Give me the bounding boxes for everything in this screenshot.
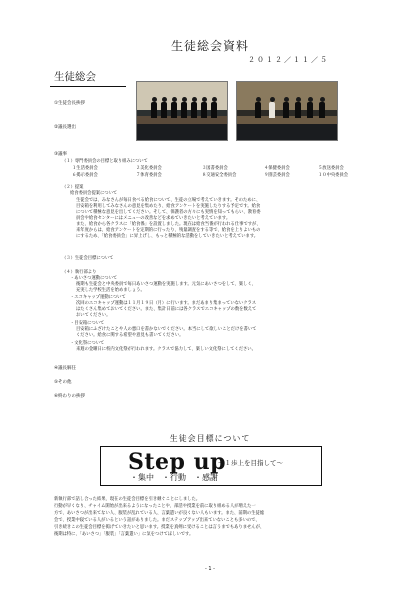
proposal-line: 生徒会では、みなさんが毎日食べる給食について、生徒の立場で考えていきます。そのために、 — [76, 198, 261, 203]
bullet-title: ・あいさつ運動について — [70, 276, 118, 281]
bullet-line: ください。給食に関する希望や意見も書いてください。 — [76, 333, 184, 338]
bullet-line: 次回のエコキャップ運動は１１月１９日（月）に行います。まだあまり集まっていないクラス — [76, 301, 256, 306]
bullet-line: おいてください。 — [76, 313, 111, 318]
proposal-line: 目安箱を利用してみなさんの意見を集めたり、給食アンケートを実施したりする予定です。給食 — [76, 204, 261, 209]
agenda-item-3: ③議事 — [54, 152, 68, 157]
committee-4: ４保健委員会 — [264, 166, 290, 171]
committee-3: ３図書委員会 — [202, 166, 228, 171]
proposal-line: 員会や給食センターにはメニューの改善などを求めていきたいと考えています。 — [76, 216, 231, 221]
proposal-line: について積極な意見を出してください。そして、保護者の方々にも実情を知ってもらい、教育委 — [76, 210, 261, 215]
closing-line: 引き続きこの生徒会目標を掲げていきたいと思います。授業を真剣に受けることは言うまでもありませんが、 — [54, 525, 265, 530]
agenda-item-5: ⑤その他 — [54, 380, 72, 385]
goal-values: ・集中 ・行動 ・感謝 — [130, 473, 218, 482]
closing-line: 行動が早くなり、チャイム開始が出来るようになったことや、部活や授業を前に取り組める人が増えた一 — [54, 504, 256, 509]
section3-heading: （３）生徒会目標について — [62, 256, 114, 261]
bullet-line: 来週の金曜日に校内文化祭が行われます。クラスで協力して、楽しい文化祭にしてください。 — [76, 347, 256, 352]
section-heading: 生徒総会 — [54, 71, 96, 83]
bullet-line: 目安箱にふざけたことや人の悪口を書かないでください。本当にして欲しいことだけを書いて — [76, 327, 257, 332]
bullet-line: はたくさん集めておいてください。また、集計日前には各クラスでエコキャップの数を数えて — [76, 307, 257, 312]
proposal-line: 来年度からは、給食アンケートを定期的に行ったり、残量調査をする等で、給食を上りよいもの — [76, 228, 261, 233]
closing-line: 会で、授業中寝ている人がいるという話がありました。まだステップアップ出来ていないことも多いので、 — [54, 518, 260, 523]
agenda-item-2: ②議長選出 — [54, 125, 77, 130]
section2-subheading: 給食委員会提案について — [70, 191, 118, 196]
assembly-photo-left — [136, 81, 228, 141]
committee-1: １生活委員会 — [72, 166, 98, 171]
heading-underline — [50, 86, 126, 87]
closing-line: 後期は特に、「あいさつ」「服装」「言葉遣い」に気をつけてほしいです。 — [54, 532, 194, 537]
committee-7: ７体育委員会 — [136, 173, 162, 178]
bullet-line: 後期も生徒会と中央委員で毎日あいさつ運動を実施します。元気にあいさつをして、楽しく、 — [76, 282, 256, 287]
committee-8: ８交通安全委員会 — [202, 173, 237, 178]
committee-2: ２美化委員会 — [136, 166, 162, 171]
section2-heading: （２）提案 — [62, 185, 84, 190]
bullet-title: ・文化祭について — [70, 341, 105, 346]
committee-10: １０中央委員会 — [318, 173, 349, 178]
proposal-line: にするため、「給食委員会」に昇上げし、もっと積極的な活動をしていきたいと考えています。 — [76, 234, 259, 239]
bullet-title: ・目安箱について — [70, 321, 105, 326]
agenda-item-6: ⑥終わりの挨拶 — [54, 394, 86, 399]
committee-6: ６掲示委員会 — [72, 173, 98, 178]
proposal-line: また、給食から各クラスに「給食係」を設置しました。現在は給食当番が行われる仕事ですが、 — [76, 222, 261, 227]
agenda-item-4: ④議長解任 — [54, 366, 77, 371]
committee-5: ５放送委員会 — [318, 166, 344, 171]
page-number: - 1 - — [205, 566, 215, 572]
section4-heading: （４）執行部より — [62, 270, 97, 275]
assembly-photo-right — [236, 81, 338, 141]
bullet-line: 充実した学校生活を始めましょう。 — [76, 288, 145, 293]
bullet-title: ・エコキャップ運動について — [70, 295, 126, 300]
goal-caption: 生徒会目標について — [169, 434, 251, 443]
section1-heading: （１）専門委員会の目標と取り組みについて — [62, 159, 148, 164]
agenda-item-1: ①生徒会長挨拶 — [54, 101, 86, 106]
document-title: 生徒総会資料 — [170, 39, 249, 53]
closing-line: 新執行部で話し合った結果、現在の生徒会目標を引き継ぐことにしました。 — [54, 497, 201, 502]
closing-line: 方で、あいさつが出来てない人、服装が乱れている人、言葉遣いが良くない人もいます。また、前期の生徒総 — [54, 511, 265, 516]
committee-9: ９園芸委員会 — [264, 173, 290, 178]
document-date: ２０１２／１１／５ — [248, 56, 329, 64]
goal-subtitle: ～１歩上を目指して～ — [218, 459, 283, 467]
goal-slogan: Step up — [128, 449, 226, 475]
